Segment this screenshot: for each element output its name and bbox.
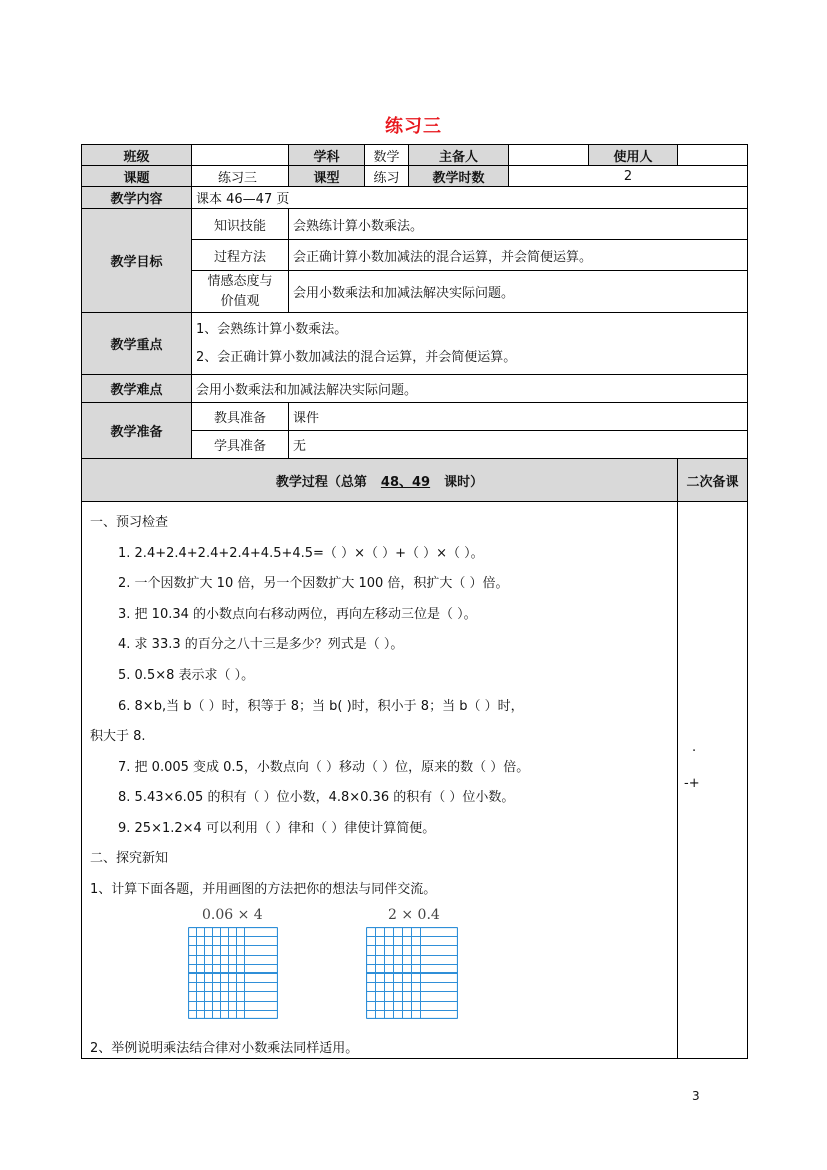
- page-title: 练习三: [385, 116, 442, 137]
- teacher-prep-value: 课件: [289, 403, 748, 431]
- second-prep-column[interactable]: [678, 502, 748, 1059]
- hours-label: 教学时数: [409, 166, 509, 187]
- teacher-prep-label: 教具准备: [192, 403, 289, 431]
- key-point-1: 1、会熟练计算小数乘法。: [196, 321, 348, 337]
- process-header-suffix: 课时）: [444, 474, 484, 490]
- student-prep-value: 无: [289, 431, 748, 459]
- question-5: 5. 0.5×8 表示求（ ）。: [118, 668, 255, 683]
- hours-value: 2: [509, 166, 748, 187]
- goal-attitude-label-line2: 价值观: [220, 293, 260, 309]
- prep-label: 教学准备: [82, 403, 192, 459]
- figure-2-label: 2 × 0.4: [388, 907, 440, 923]
- question-2: 2. 一个因数扩大 10 倍，另一个因数扩大 100 倍，积扩大（ ）倍。: [118, 576, 509, 591]
- page-number: 3: [692, 1089, 700, 1103]
- goal-process-text: 会正确计算小数加减法的混合运算，并会简便运算。: [289, 240, 748, 271]
- question-4: 4. 求 33.3 的百分之八十三是多少？列式是（ ）。: [118, 637, 404, 652]
- process-header-prefix: 教学过程（总第: [275, 474, 367, 490]
- topic-value: 练习三: [192, 166, 289, 187]
- difficulty-text: 会用小数乘法和加减法解决实际问题。: [192, 375, 748, 403]
- goals-label: 教学目标: [82, 209, 192, 313]
- process-body: [82, 502, 678, 1059]
- section-explore: 二、探究新知: [90, 851, 169, 866]
- goal-attitude-text: 会用小数乘法和加减法解决实际问题。: [289, 271, 748, 313]
- user-value[interactable]: [678, 145, 748, 166]
- content-value: 课本 46—47 页: [192, 187, 748, 209]
- goal-attitude-label-line1: 情感态度与: [207, 273, 273, 289]
- key-points-label: 教学重点: [82, 313, 192, 375]
- preparer-value[interactable]: [509, 145, 589, 166]
- key-point-2: 2、会正确计算小数加减法的混合运算，并会简便运算。: [196, 349, 517, 365]
- second-prep-header: 二次备课: [678, 459, 748, 502]
- figure-1-label: 0.06 × 4: [202, 907, 263, 923]
- preparer-label: 主备人: [409, 145, 509, 166]
- question-6-line1: 6. 8×b,当 b（ ）时，积等于 8；当 b( )时，积小于 8；当 b（ ）时，: [118, 699, 524, 714]
- task-2: 2、举例说明乘法结合律对小数乘法同样适用。: [90, 1041, 359, 1056]
- goal-process-label: 过程方法: [192, 240, 289, 271]
- task-1: 1、计算下面各题，并用画图的方法把你的想法与同伴交流。: [90, 882, 437, 897]
- type-label: 课型: [289, 166, 365, 187]
- question-9: 9. 25×1.2×4 可以利用（ ）律和（ ）律使计算简便。: [118, 821, 436, 836]
- question-8: 8. 5.43×6.05 的积有（ ）位小数，4.8×0.36 的积有（ ）位小数。: [118, 790, 515, 805]
- question-6-line2: 积大于 8.: [90, 729, 146, 744]
- subject-value: 数学: [365, 145, 409, 166]
- question-7: 7. 把 0.005 变成 0.5，小数点向（ ）移动（ ）位，原来的数（ ）倍。: [118, 760, 530, 775]
- grid-figure-2: [366, 927, 458, 1019]
- goal-attitude-label: [192, 271, 289, 313]
- side-mark-dot: .: [692, 740, 697, 755]
- process-header-lessons: 48、49: [380, 474, 431, 490]
- question-1: 1. 2.4+2.4+2.4+2.4+4.5+4.5=（ ）×（ ）+（ ）×（ ）。: [118, 546, 484, 561]
- topic-label: 课题: [82, 166, 192, 187]
- difficulty-label: 教学难点: [82, 375, 192, 403]
- lesson-plan-table: [81, 144, 748, 1059]
- class-label: 班级: [82, 145, 192, 166]
- grid-figure-1: [188, 927, 278, 1019]
- goal-knowledge-text: 会熟练计算小数乘法。: [289, 209, 748, 240]
- type-value: 练习: [365, 166, 409, 187]
- subject-label: 学科: [289, 145, 365, 166]
- side-mark-plus: -+: [684, 776, 700, 791]
- user-label: 使用人: [589, 145, 678, 166]
- section-preview: 一、预习检查: [90, 515, 169, 530]
- content-label: 教学内容: [82, 187, 192, 209]
- goal-knowledge-label: 知识技能: [192, 209, 289, 240]
- student-prep-label: 学具准备: [192, 431, 289, 459]
- class-value[interactable]: [192, 145, 289, 166]
- process-header: [82, 459, 678, 502]
- key-points-text: [192, 313, 748, 375]
- question-3: 3. 把 10.34 的小数点向右移动两位，再向左移动三位是（ ）。: [118, 607, 477, 622]
